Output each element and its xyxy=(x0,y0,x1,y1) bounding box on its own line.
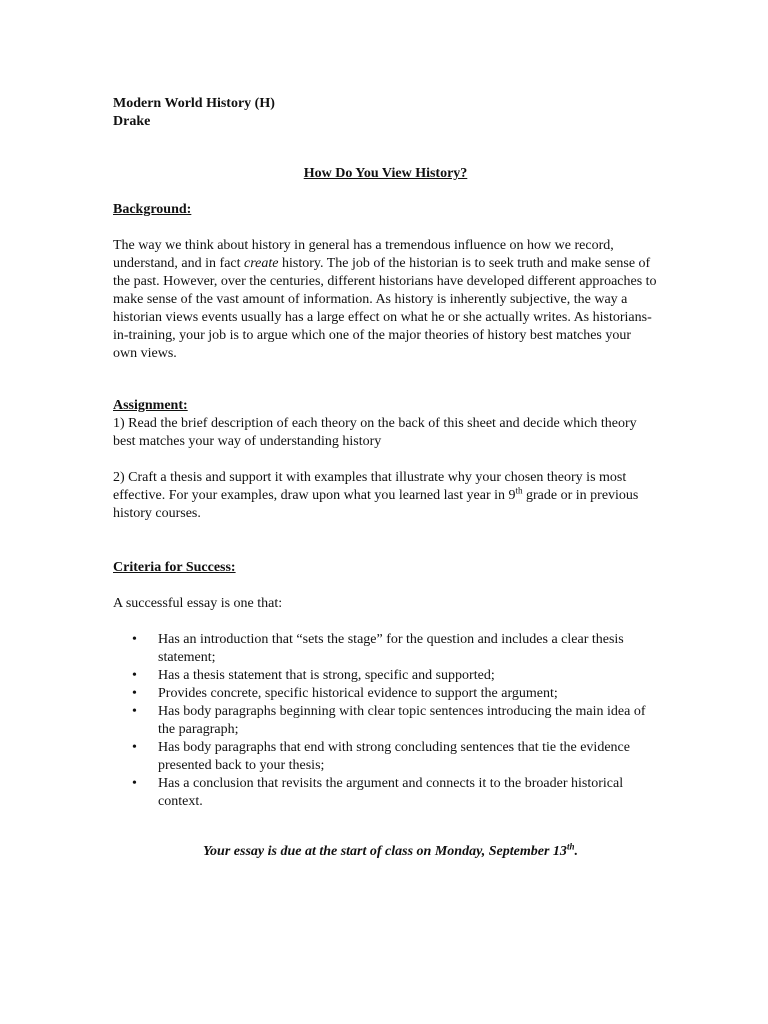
bullet-icon: • xyxy=(132,776,137,791)
due-date-note xyxy=(113,843,658,861)
background-heading: Background: xyxy=(113,202,192,217)
due-date-text: Your essay is due at the start of class on Monday, September 13 xyxy=(203,844,567,859)
assignment-step-2 xyxy=(113,469,658,523)
criteria-item xyxy=(113,685,658,703)
criteria-list xyxy=(113,631,658,811)
background-emphasis: create xyxy=(244,256,279,271)
criteria-item-text: Provides concrete, specific historical evidence to support the argument; xyxy=(158,686,558,701)
criteria-item xyxy=(113,703,658,739)
criteria-item xyxy=(113,631,658,667)
background-paragraph xyxy=(113,237,658,363)
document-title: How Do You View History? xyxy=(303,166,468,181)
background-text-part1: The way we think about history in general has a tremendous influence on how we record, understand, and in fact xyxy=(113,238,614,271)
assignment-heading: Assignment: xyxy=(113,398,188,413)
assignment-step-1: 1) Read the brief description of each theory on the back of this sheet and decide which theory best matches your way of understanding history xyxy=(113,416,637,449)
criteria-item-text: Has an introduction that “sets the stage” for the question and includes a clear thesis statement; xyxy=(158,632,624,665)
criteria-item-text: Has body paragraphs beginning with clear topic sentences introducing the main idea of the paragraph; xyxy=(158,704,646,737)
criteria-intro: A successful essay is one that: xyxy=(113,596,283,611)
criteria-item-text: Has body paragraphs that end with strong concluding sentences that tie the evidence presented back to your thesis; xyxy=(158,740,630,773)
criteria-item-text: Has a thesis statement that is strong, specific and supported; xyxy=(158,668,495,683)
teacher-name: Drake xyxy=(113,114,151,129)
criteria-heading: Criteria for Success: xyxy=(113,560,236,575)
bullet-icon: • xyxy=(132,668,137,683)
bullet-icon: • xyxy=(132,740,137,755)
document-page xyxy=(113,95,658,861)
assignment-step-2-part2: grade or in previous history courses. xyxy=(113,488,639,521)
criteria-item-text: Has a conclusion that revisits the argument and connects it to the broader historical context. xyxy=(158,776,624,809)
background-text-part2: history. The job of the historian is to seek truth and make sense of the past. However, over the centuries, different historians have developed different approaches to make sense of the vast amount of information. As history is inherently subjective, the way a historian views events usually has a large effect on what he or she actually writes. As historians-in-training, your job is to argue which one of the major theories of history best matches your own views. xyxy=(113,256,657,361)
bullet-icon: • xyxy=(132,632,137,647)
due-date-superscript: th xyxy=(566,841,575,852)
criteria-item xyxy=(113,667,658,685)
criteria-item xyxy=(113,739,658,775)
due-date-period: . xyxy=(574,844,578,859)
bullet-icon: • xyxy=(132,704,137,719)
criteria-item xyxy=(113,775,658,811)
course-name: Modern World History (H) xyxy=(113,96,275,111)
assignment-step-2-superscript: th xyxy=(515,485,523,496)
bullet-icon: • xyxy=(132,686,137,701)
assignment-step-2-part1: 2) Craft a thesis and support it with examples that illustrate why your chosen theory is most effective. For your examples, draw upon what you learned last year in 9 xyxy=(113,470,627,503)
